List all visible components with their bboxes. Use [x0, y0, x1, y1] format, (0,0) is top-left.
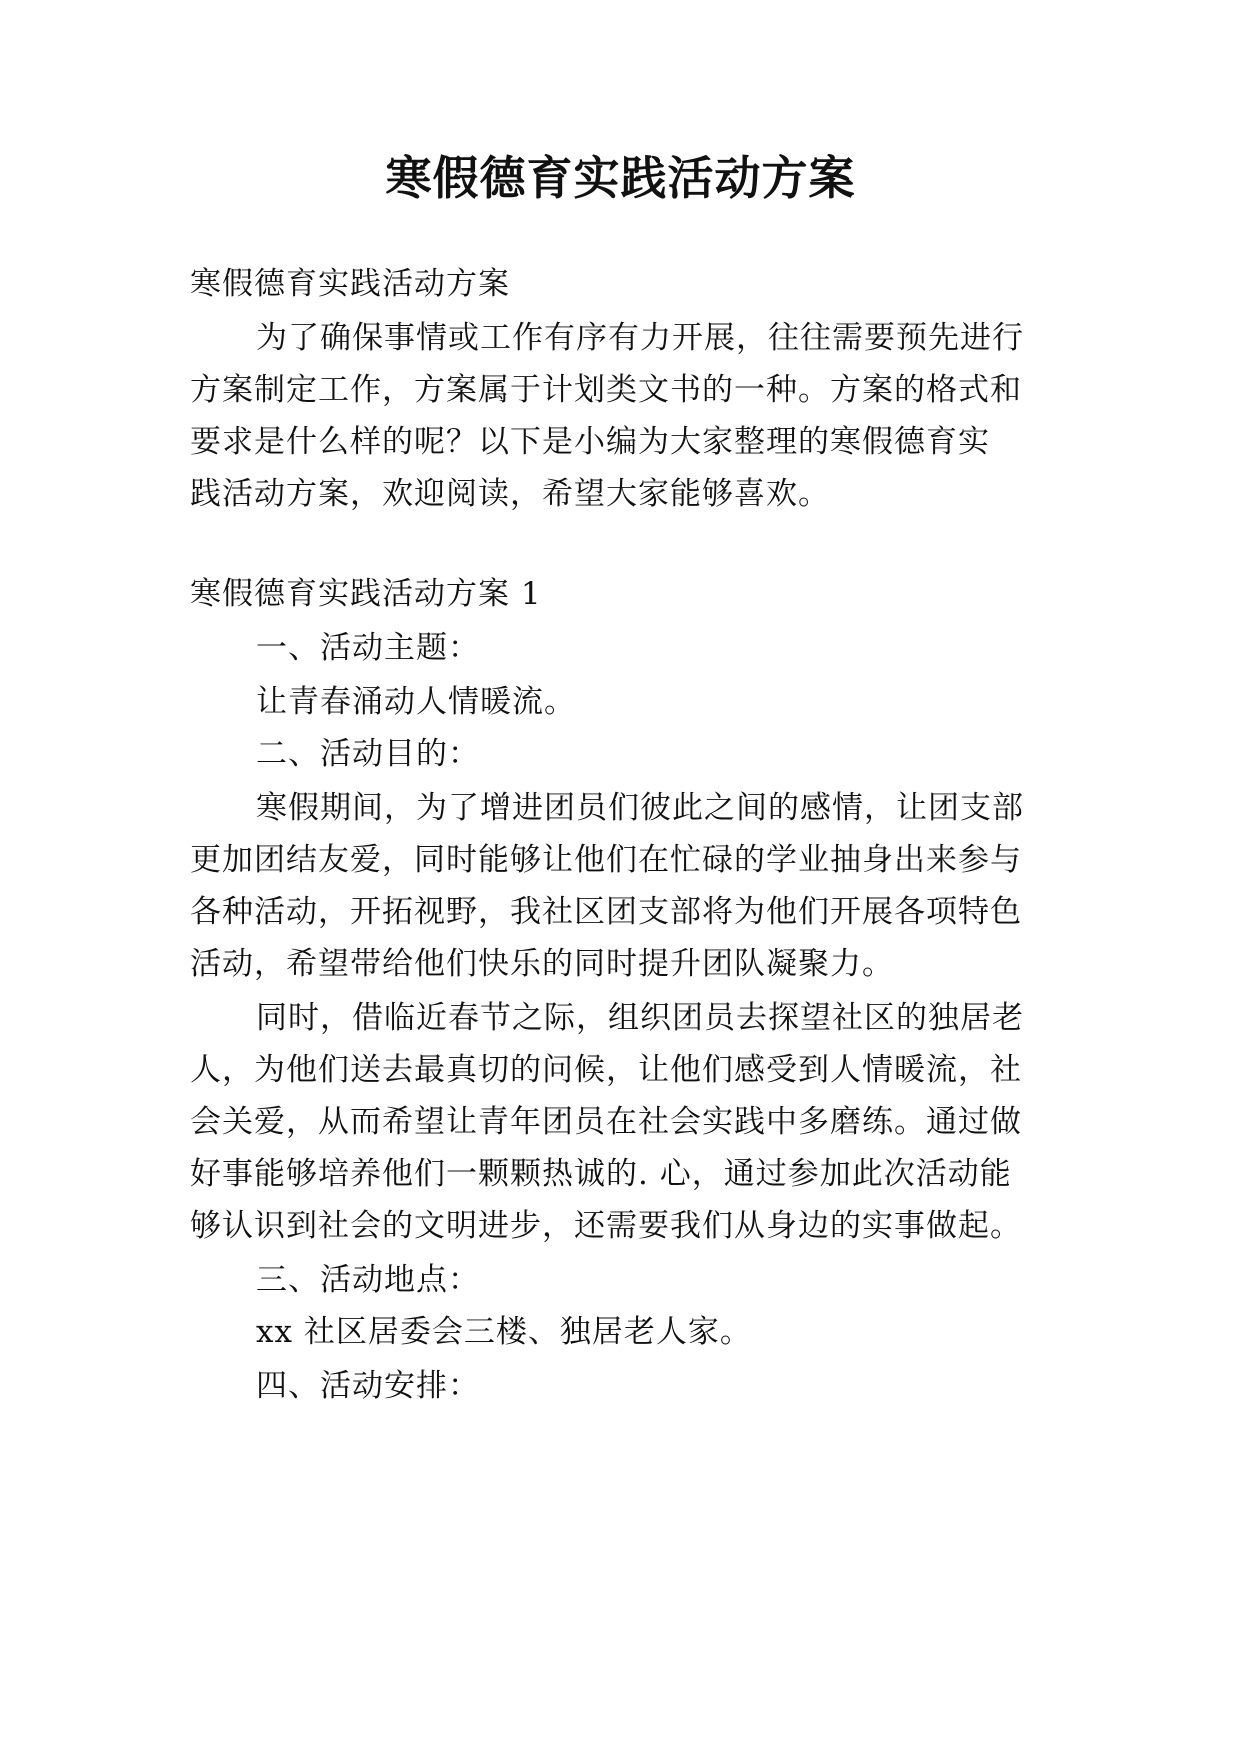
theme-text: 让青春涌动人情暖流。 [256, 684, 576, 720]
purpose-line-4: 活动，希望带给他们快乐的同时提升团队凝聚力。 [190, 946, 894, 982]
heading-purpose: 二、活动目的： [256, 736, 480, 772]
document-body [190, 0, 1060, 1754]
subtitle-line: 寒假德育实践活动方案 [190, 266, 510, 302]
heading-schedule: 四、活动安排： [256, 1368, 480, 1404]
purpose-line-3: 各种活动，开拓视野，我社区团支部将为他们开展各项特色 [190, 894, 1022, 930]
document-title: 寒假德育实践活动方案 [385, 151, 856, 205]
intro-line-3: 要求是什么样的呢？以下是小编为大家整理的寒假德育实 [190, 424, 990, 460]
purpose2-line-2: 人，为他们送去最真切的问候，让他们感受到人情暖流，社 [190, 1052, 1022, 1088]
purpose2-line-5: 够认识到社会的文明进步，还需要我们从身边的实事做起。 [190, 1208, 1022, 1244]
purpose-line-2: 更加团结友爱，同时能够让他们在忙碌的学业抽身出来参与 [190, 842, 1022, 878]
heading-theme: 一、活动主题： [256, 630, 480, 666]
purpose-line-1: 寒假期间，为了增进团员们彼此之间的感情，让团支部 [256, 790, 1024, 826]
purpose2-line-4: 好事能够培养他们一颗颗热诚的. 心，通过参加此次活动能 [190, 1156, 1012, 1192]
heading-location: 三、活动地点： [256, 1262, 480, 1298]
section-heading: 寒假德育实践活动方案 1 [190, 576, 542, 612]
intro-line-4: 践活动方案，欢迎阅读，希望大家能够喜欢。 [190, 476, 830, 512]
intro-line-1: 为了确保事情或工作有序有力开展，往往需要预先进行 [256, 320, 1024, 356]
purpose2-line-1: 同时，借临近春节之际，组织团员去探望社区的独居老 [256, 1000, 1024, 1036]
location-text: xx 社区居委会三楼、独居老人家。 [256, 1314, 752, 1350]
purpose2-line-3: 会关爱，从而希望让青年团员在社会实践中多磨练。通过做 [190, 1104, 1022, 1140]
intro-line-2: 方案制定工作，方案属于计划类文书的一种。方案的格式和 [190, 372, 1022, 408]
